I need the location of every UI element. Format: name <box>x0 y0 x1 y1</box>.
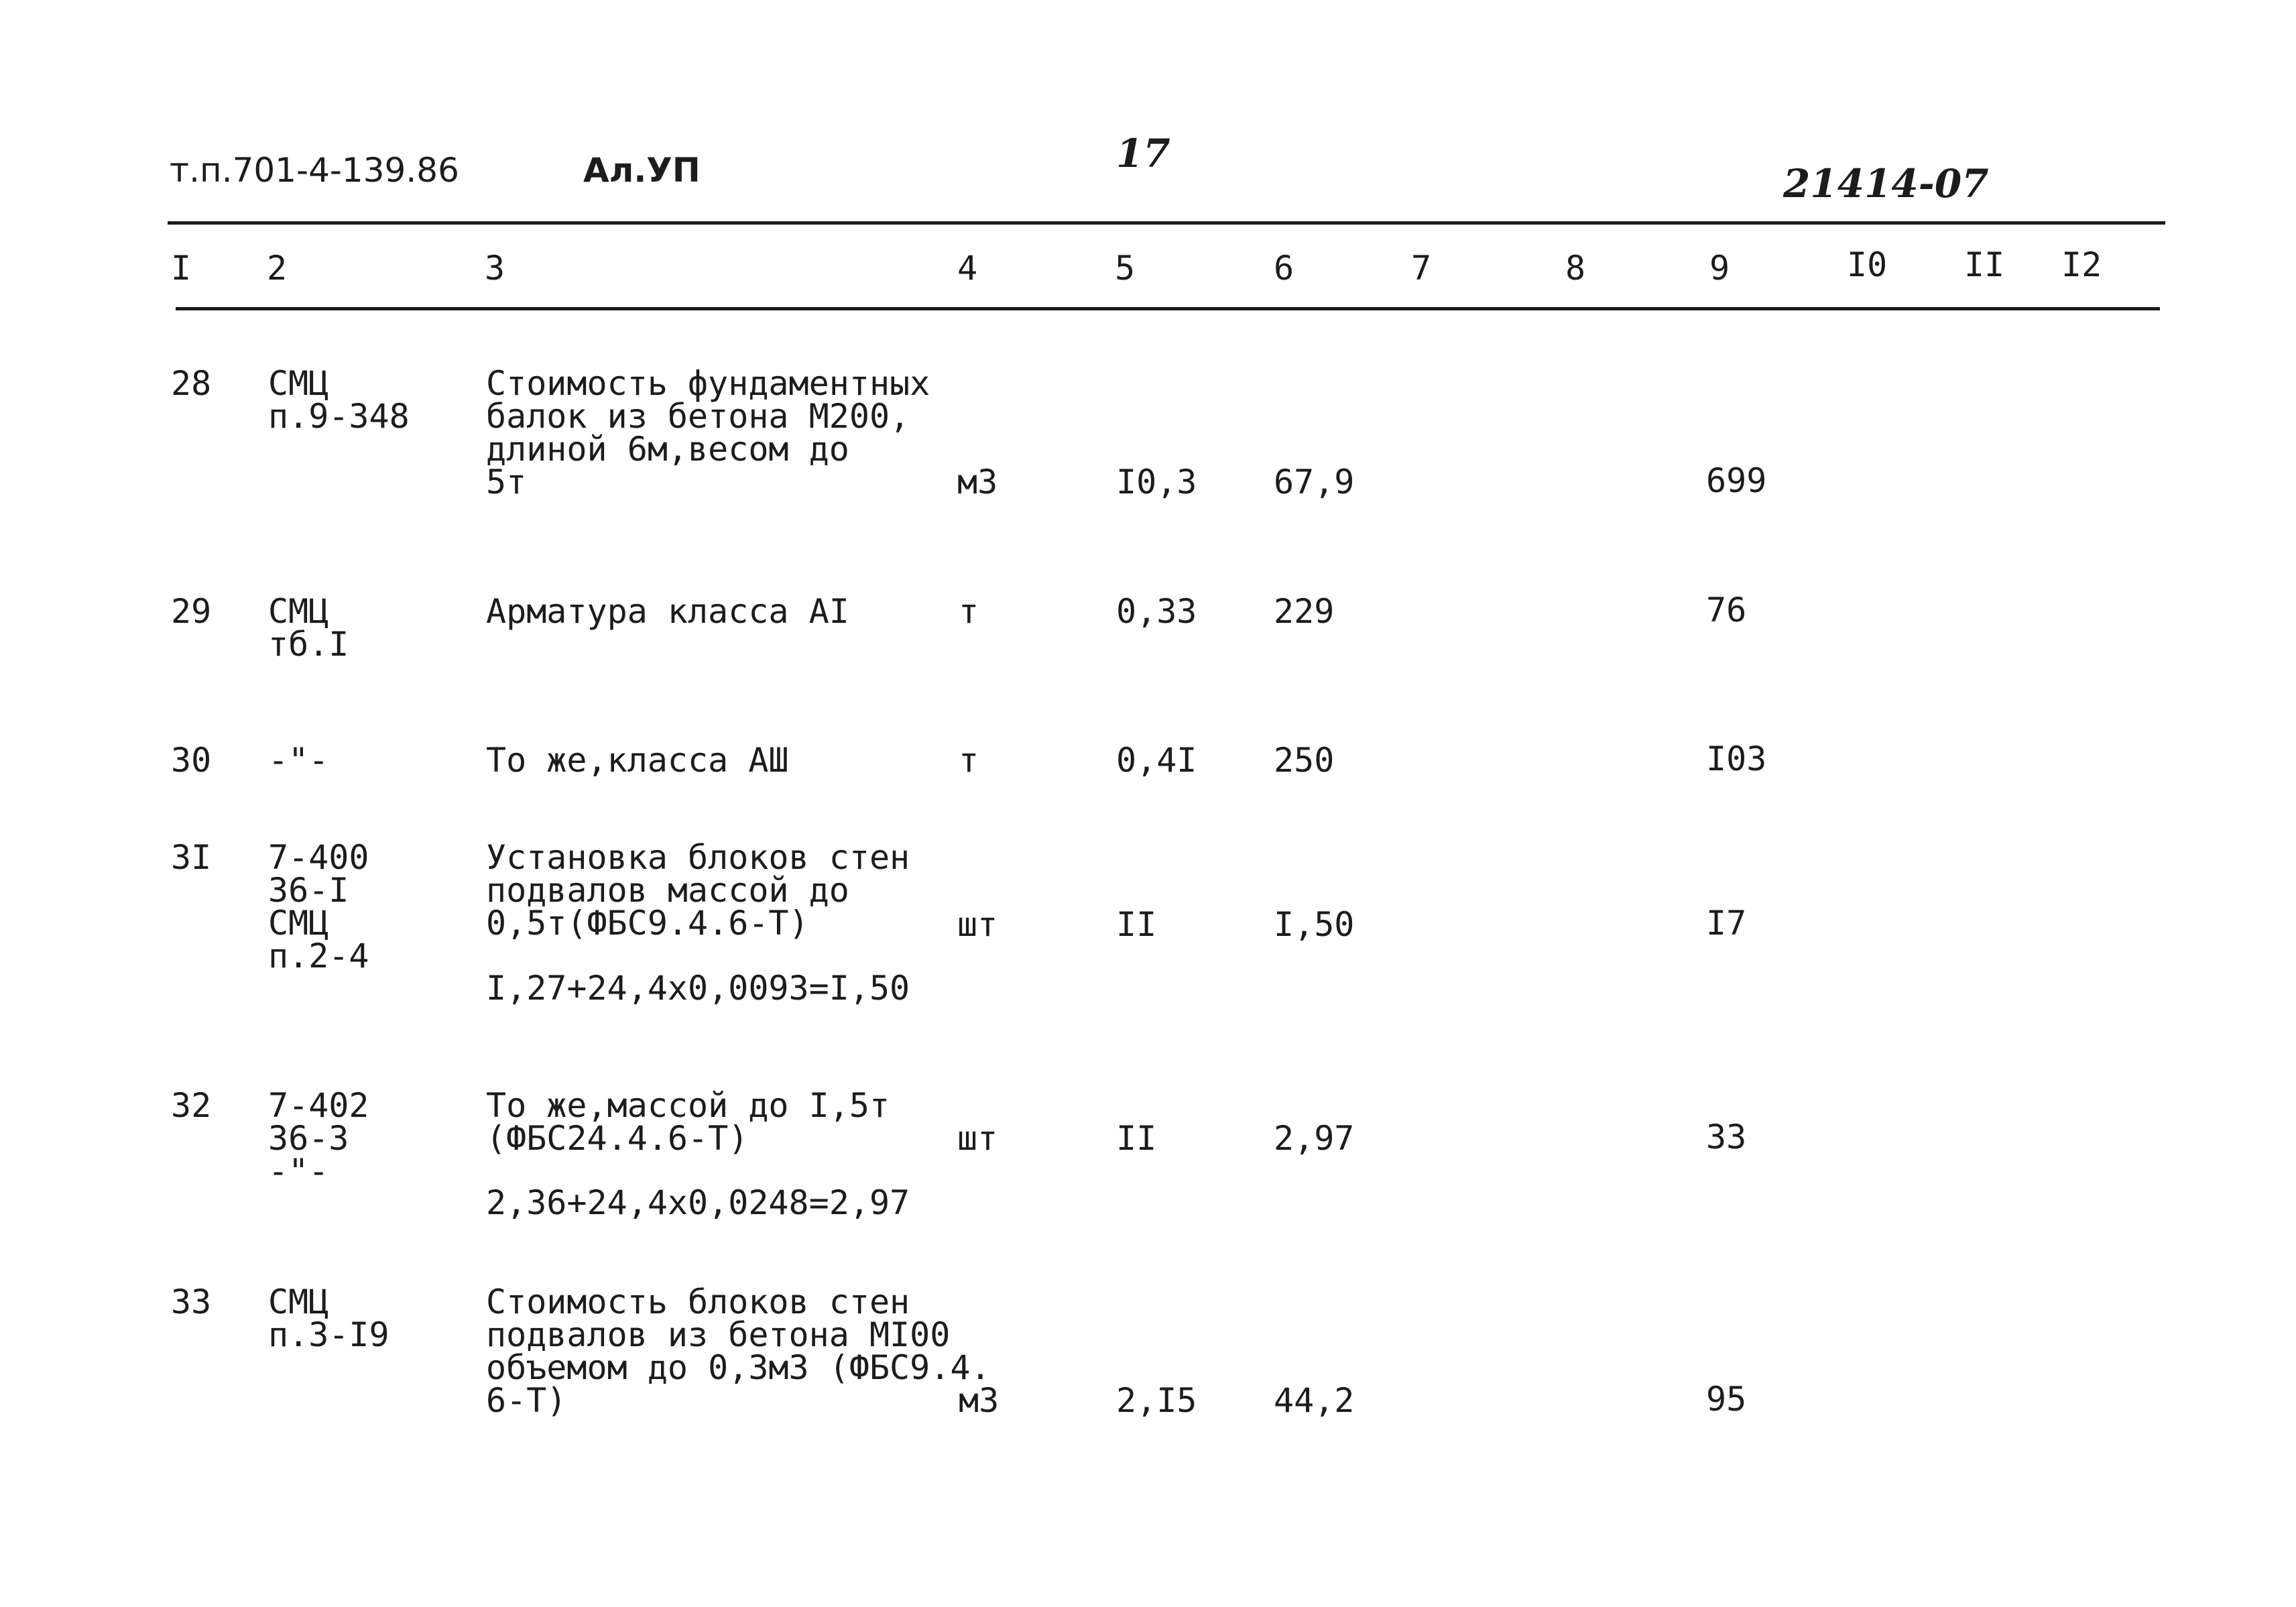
row-number: 33 <box>171 1283 212 1321</box>
column-header: 6 <box>1274 249 1294 288</box>
reference-line: п.3-I9 <box>268 1315 389 1354</box>
row-number: 30 <box>171 741 212 780</box>
unit-price: 229 <box>1274 592 1335 631</box>
unit-price: I,50 <box>1274 905 1355 944</box>
column-header: I <box>171 249 192 288</box>
unit: т <box>959 741 979 780</box>
reference-line: СМЦ <box>268 592 329 631</box>
description-line: Стоимость фундаментных <box>486 364 930 403</box>
unit-price: 2,97 <box>1274 1119 1355 1158</box>
document-code: т.п.701-4-139.86 <box>170 151 459 190</box>
quantity: II <box>1116 905 1157 944</box>
unit: шт <box>957 1119 998 1158</box>
column-header: II <box>1964 245 2005 284</box>
quantity: 2,I5 <box>1116 1381 1197 1420</box>
total-cost: 33 <box>1706 1118 1747 1156</box>
total-cost: I7 <box>1706 904 1747 943</box>
quantity: II <box>1116 1119 1157 1158</box>
column-header: 8 <box>1565 249 1586 288</box>
description-line: 6-Т) <box>486 1381 567 1420</box>
unit-price: 67,9 <box>1274 463 1355 501</box>
unit-price: 44,2 <box>1274 1381 1355 1420</box>
description-line: 5т <box>486 463 527 501</box>
total-cost: 76 <box>1706 591 1747 630</box>
reference-line: СМЦ <box>268 364 329 403</box>
row-number: 3I <box>171 838 212 877</box>
reference-line: 36-3 <box>268 1119 349 1158</box>
reference-line: -"- <box>268 1152 329 1191</box>
description-line: Установка блоков стен <box>486 838 910 877</box>
description-line: балок из бетона М200, <box>486 397 910 436</box>
column-header: 2 <box>267 249 288 288</box>
row-number: 29 <box>171 592 212 631</box>
quantity: 0,4I <box>1116 741 1197 780</box>
reference-line: 36-I <box>268 871 349 910</box>
reference-line: -"- <box>268 741 329 780</box>
description-line: подвалов из бетона МI00 <box>486 1315 951 1354</box>
unit: т <box>959 592 979 631</box>
description-line: длиной 6м,весом до <box>486 430 849 469</box>
total-cost: I03 <box>1706 739 1767 778</box>
reference-line: тб.I <box>268 625 349 664</box>
description-line: (ФБС24.4.6-Т) <box>486 1119 749 1158</box>
row-number: 28 <box>171 364 212 403</box>
description-line: объемом до 0,3м3 (ФБС9.4. <box>486 1348 991 1387</box>
total-cost: 699 <box>1706 461 1767 500</box>
description-line: Арматура класса АI <box>486 592 849 631</box>
total-cost: 95 <box>1706 1380 1747 1419</box>
reference-line: 7-402 <box>268 1086 369 1125</box>
reference-line: СМЦ <box>268 1283 329 1321</box>
calculation-formula: I,27+24,4х0,0093=I,50 <box>486 969 910 1008</box>
reference-line: СМЦ <box>268 904 329 943</box>
column-header: 5 <box>1115 249 1136 288</box>
reference-line: 7-400 <box>268 838 369 877</box>
album-label: Ал.УП <box>583 151 701 190</box>
unit: м3 <box>957 463 998 501</box>
table-header-rule <box>176 307 2160 310</box>
description-line: подвалов массой до <box>486 871 849 910</box>
unit: м3 <box>959 1381 1000 1420</box>
calculation-formula: 2,36+24,4х0,0248=2,97 <box>486 1183 910 1222</box>
reference-line: п.2-4 <box>268 937 369 975</box>
description-line: Стоимость блоков стен <box>486 1283 910 1321</box>
column-header: 7 <box>1411 249 1432 288</box>
unit-price: 250 <box>1274 741 1335 780</box>
column-header: 9 <box>1709 249 1730 288</box>
quantity: I0,3 <box>1116 463 1197 501</box>
reference-line: п.9-348 <box>268 397 410 436</box>
column-header: I0 <box>1847 245 1888 284</box>
archive-number: 21414-07 <box>1783 161 1989 206</box>
column-header: 4 <box>957 249 978 288</box>
table-top-rule <box>168 221 2165 225</box>
page-number: 17 <box>1116 131 1170 176</box>
unit: шт <box>957 905 998 944</box>
column-header: 3 <box>485 249 505 288</box>
description-line: То же,массой до I,5т <box>486 1086 890 1125</box>
description-line: То же,класса АШ <box>486 741 789 780</box>
description-line: 0,5т(ФБС9.4.6-Т) <box>486 904 809 943</box>
row-number: 32 <box>171 1086 212 1125</box>
column-header: I2 <box>2061 245 2102 284</box>
quantity: 0,33 <box>1116 592 1197 631</box>
